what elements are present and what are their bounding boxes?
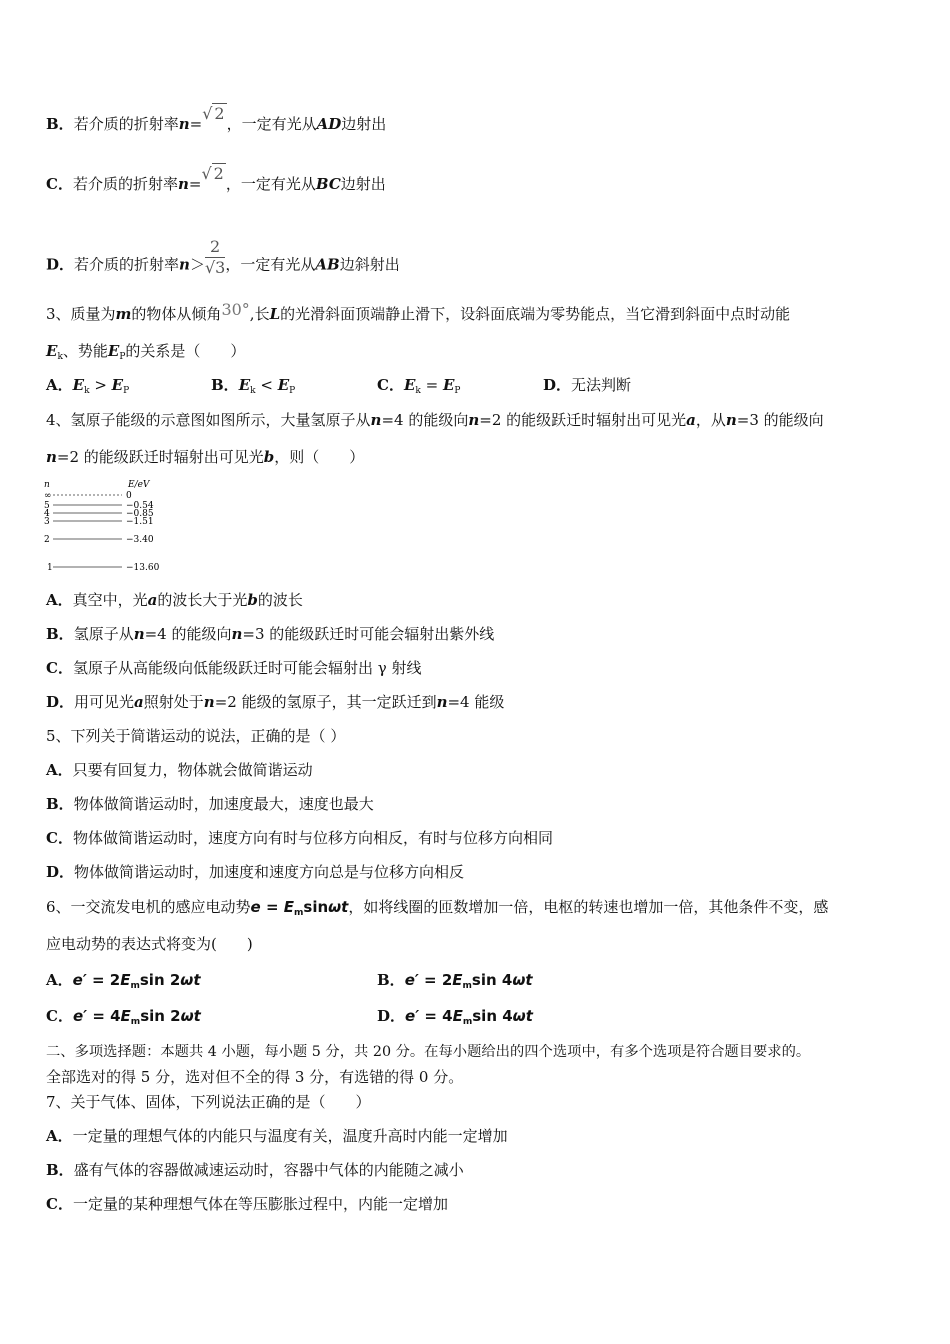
- q2-option-b: B．若介质的折射率n=√ 2，一定有光从AD边射出: [46, 104, 387, 133]
- q6-option-a: A．$e' = 2E_m\sin$ 2ωt: [46, 971, 201, 991]
- q7-stem: 7、关于气体、固体，下列说法正确的是（ ）: [46, 1093, 371, 1111]
- sqrt-expression: √ 2: [201, 164, 224, 183]
- q7-option-b: B．盛有气体的容器做减速运动时，容器中气体的内能随之减小: [46, 1161, 464, 1179]
- q5-option-b: B．物体做简谐运动时，加速度最大，速度也最大: [46, 795, 374, 813]
- q7-option-a: A．一定量的理想气体的内能只与温度有关，温度升高时内能一定增加: [46, 1127, 508, 1145]
- level-n-label: 3: [44, 517, 50, 527]
- q5-option-c: C．物体做简谐运动时，速度方向有时与位移方向相反，有时与位移方向相同: [46, 829, 553, 847]
- q6-option-d: D．$e' = 4E_m\sin$ 4ωt: [377, 1007, 533, 1027]
- level-n-label: 4: [44, 509, 50, 519]
- energy-levels: [44, 491, 160, 573]
- sqrt-expression: √ 2: [202, 104, 225, 123]
- q5-option-d: D．物体做简谐运动时，加速度和速度方向总是与位移方向相反: [46, 863, 465, 881]
- q4-option-d: D．用可见光a照射处于n=2 能级的氢原子，其一定跃迁到n=4 能级: [46, 693, 505, 711]
- q3-stem-line1: 3、质量为m的物体从倾角30°,长L的光滑斜面顶端静止滑下，设斜面底端为零势能点，当它滑到斜面中点时动能: [46, 300, 791, 323]
- q3-option-b: B．$E_k < E_P$: [211, 376, 296, 396]
- level-n-label: ∞: [44, 491, 52, 501]
- level-energy-label: −13.60: [126, 563, 160, 573]
- q4-option-b: B．氢原子从n=4 的能级向n=3 的能级跃迁时可能会辐射出紫外线: [46, 625, 495, 643]
- q4-stem-line2: n=2 的能级跃迁时辐射出可见光b，则（ ）: [46, 448, 365, 466]
- level-energy-label: −0.54: [126, 501, 154, 511]
- level-energy-label: −0.85: [126, 509, 154, 519]
- q4-stem-line1: 4、氢原子能级的示意图如图所示，大量氢原子从n=4 的能级向n=2 的能级跃迁时辐射出可见光a，从n=3 的能级向: [46, 411, 824, 429]
- section2-heading-line1: 二、多项选择题：本题共 4 小题，每小题 5 分，共 20 分。在每小题给出的四个选项中，有多个选项是符合题目要求的。: [46, 1044, 811, 1060]
- q6-option-b: B．$e' = 2E_m\sin$ 4ωt: [377, 971, 533, 991]
- fraction: $\frac{2}{√3}$: [204, 237, 226, 277]
- level-n-label: 5: [44, 501, 50, 511]
- q4-option-a: A．真空中，光a的波长大于光b的波长: [46, 591, 303, 609]
- q5-option-a: A．只要有回复力，物体就会做简谐运动: [46, 761, 313, 779]
- q3-option-c: C．$E_k = E_P$: [377, 376, 461, 396]
- emf-formula: $e = E_m\sin\omega t$: [250, 898, 349, 918]
- q3-option-a: A．$E_k > E_P$: [46, 376, 130, 396]
- q2-option-c: C．若介质的折射率n=√ 2，一定有光从BC边射出: [46, 164, 386, 193]
- diagram-e-label: E/eV: [128, 480, 150, 490]
- q3-stem-line2: $E_k$、势能$E_P$的关系是（ ）: [46, 342, 246, 362]
- q2-option-d: D．若介质的折射率n＞ $\frac{2}{√3}$ ，一定有光从AB边斜射出: [46, 237, 400, 277]
- level-energy-label: −3.40: [126, 535, 154, 545]
- q6-option-c: C．$e' = 4E_m\sin$ 2ωt: [46, 1007, 201, 1027]
- level-energy-label: −1.51: [126, 517, 154, 527]
- q4-option-c: C．氢原子从高能级向低能级跃迁时可能会辐射出 γ 射线: [46, 659, 422, 677]
- energy-level-diagram: [40, 478, 180, 578]
- section2-heading-line2: 全部选对的得 5 分，选对但不全的得 3 分，有选错的得 0 分。: [46, 1068, 464, 1086]
- q3-option-d: D．无法判断: [543, 376, 632, 394]
- q5-stem: 5、下列关于简谐运动的说法，正确的是（ ）: [46, 727, 346, 745]
- q7-option-c: C．一定量的某种理想气体在等压膨胀过程中，内能一定增加: [46, 1195, 448, 1213]
- level-n-label: 2: [44, 535, 50, 545]
- diagram-n-label: n: [44, 480, 50, 490]
- level-n-label: 1: [47, 563, 53, 573]
- q6-stem-line2: 应电动势的表达式将变为( ): [46, 935, 253, 953]
- q6-stem-line1: 6、一交流发电机的感应电动势$e = E_m\sin\omega t$，如将线圈的匝数增加一倍，电枢的转速也增加一倍，其他条件不变，感: [46, 898, 829, 918]
- level-energy-label: 0: [126, 491, 132, 501]
